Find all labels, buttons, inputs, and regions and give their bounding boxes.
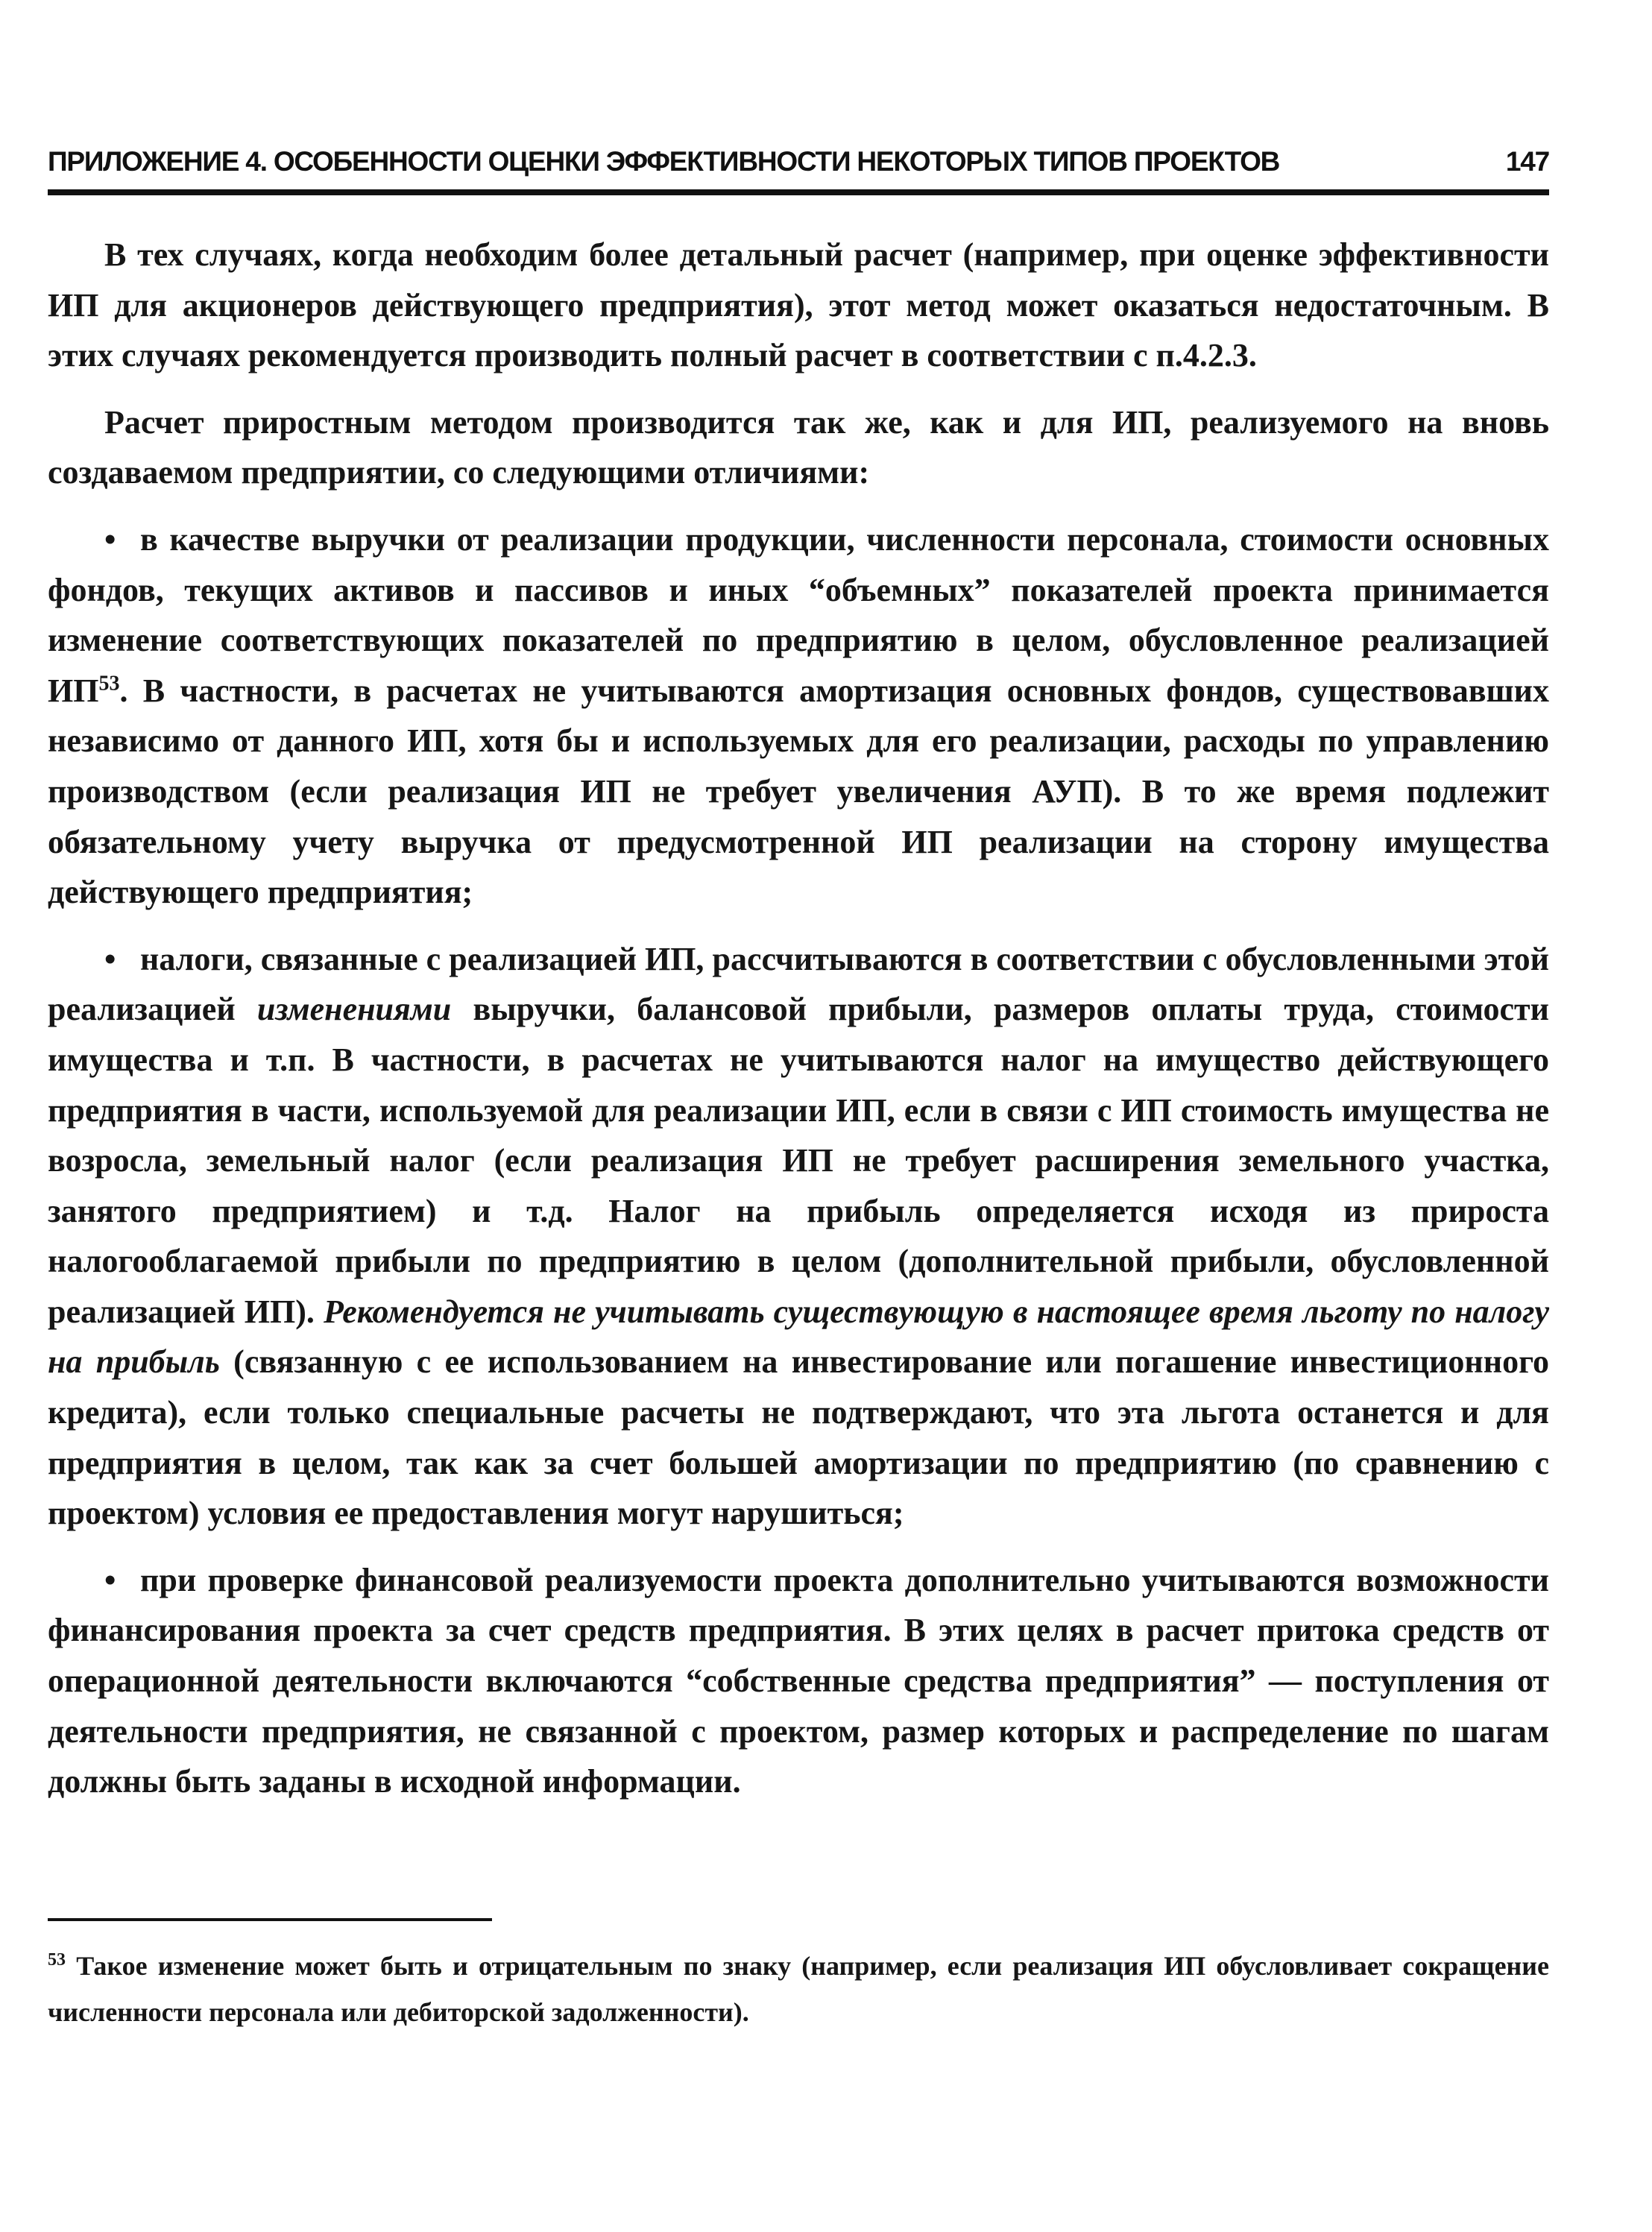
- emphasis-recommendation: Рекомендуется не учитывать существующую в настоящее время льготу по налогу на прибыль: [48, 1293, 1549, 1381]
- footnote-number: 53: [48, 1950, 66, 1970]
- bullet-1-text-b: . В частности, в расчетах не учитываются амортизация основных фондов, существовавших независимо от данного ИП, хотя бы и используемых для его реализации, расходы по управлению производством (если реализация ИП не требует увеличения АУП). В то же время подлежит обязательному учету выручка от предусмотренной ИП реализации на сторону имущества действующего предприятия;: [48, 672, 1549, 911]
- header-title: ПРИЛОЖЕНИЕ 4. ОСОБЕННОСТИ ОЦЕНКИ ЭФФЕКТИВНОСТИ НЕКОТОРЫХ ТИПОВ ПРОЕКТОВ: [48, 146, 1280, 177]
- bullet-symbol: •: [104, 1561, 116, 1598]
- footnote-53: [48, 1943, 1549, 2035]
- bullet-symbol: •: [104, 940, 116, 977]
- footnote-text: Такое изменение может быть и отрицательным по знаку (например, если реализация ИП обусловливает сокращение численности персонала или дебиторской задолженности).: [48, 1951, 1550, 2027]
- paragraph-1: В тех случаях, когда необходим более детальный расчет (например, при оценке эффективности ИП для акционеров действующего предприятия), этот метод может оказаться недостаточным. В этих случаях рекомендуется производить полный расчет в соответствии с п.4.2.3.: [48, 236, 1549, 374]
- bullet-item-3: [48, 1555, 1549, 1807]
- header-rule: [48, 189, 1549, 195]
- page-number: 147: [1505, 146, 1549, 177]
- bullet-3-text: при проверке финансовой реализуемости проекта дополнительно учитываются возможности финансирования проекта за счет средств предприятия. В этих целях в расчет притока средств от операционной деятельности включаются “собственные средства предприятия” — поступления от деятельности предприятия, не связанной с проектом, размер которых и распределение по шагам должны быть заданы в исходной информации.: [48, 1561, 1549, 1800]
- paragraph-2: Расчет приростным методом производится так же, как и для ИП, реализуемого на вновь создаваемом предприятии, со следующими отличиями:: [48, 403, 1549, 491]
- bullet-2-text-a: налоги, связанные с реализацией ИП, рассчитываются в соответствии с обусловленными этой реализацией: [48, 940, 1549, 1028]
- bullet-symbol: •: [104, 520, 116, 558]
- bullet-item-2: [48, 934, 1549, 1539]
- running-header: [48, 146, 1549, 177]
- bullet-2-text-b: выручки, балансовой прибыли, размеров оплаты труда, стоимости имущества и т.п. В частности, в расчетах не учитываются налог на имущество действующего предприятия в части, используемой для реализации ИП, если в связи с ИП стоимость имущества не возросла, земельный налог (если реализация ИП не требует расширения земельного участка, занятого предприятием) и т.д. Налог на прибыль определяется исходя из прироста налогооблагаемой прибыли по предприятию в целом (дополнительной прибыли, обусловленной реализацией ИП).: [48, 991, 1549, 1330]
- footnote-separator: [48, 1918, 492, 1921]
- emphasis-changes: изменениями: [256, 991, 452, 1028]
- footnote-ref-53: 53: [98, 672, 120, 696]
- main-text: [48, 230, 1549, 1823]
- bullet-2-text-c: (связанную с ее использованием на инвестирование или погашение инвестиционного кредита), если только специальные расчеты не подтверждают, что эта льгота останется и для предприятия в целом, так как за счет большей амортизации по предприятию (по сравнению с проектом) условия ее предоставления могут нарушиться;: [48, 1343, 1549, 1532]
- bullet-1-text-a: в качестве выручки от реализации продукции, численности персонала, стоимости основных фондов, текущих активов и пассивов и иных “объемных” показателей проекта принимается изменение соответствующих показателей по предприятию в целом, обусловленное реализацией ИП: [48, 520, 1549, 709]
- bullet-item-1: [48, 514, 1549, 918]
